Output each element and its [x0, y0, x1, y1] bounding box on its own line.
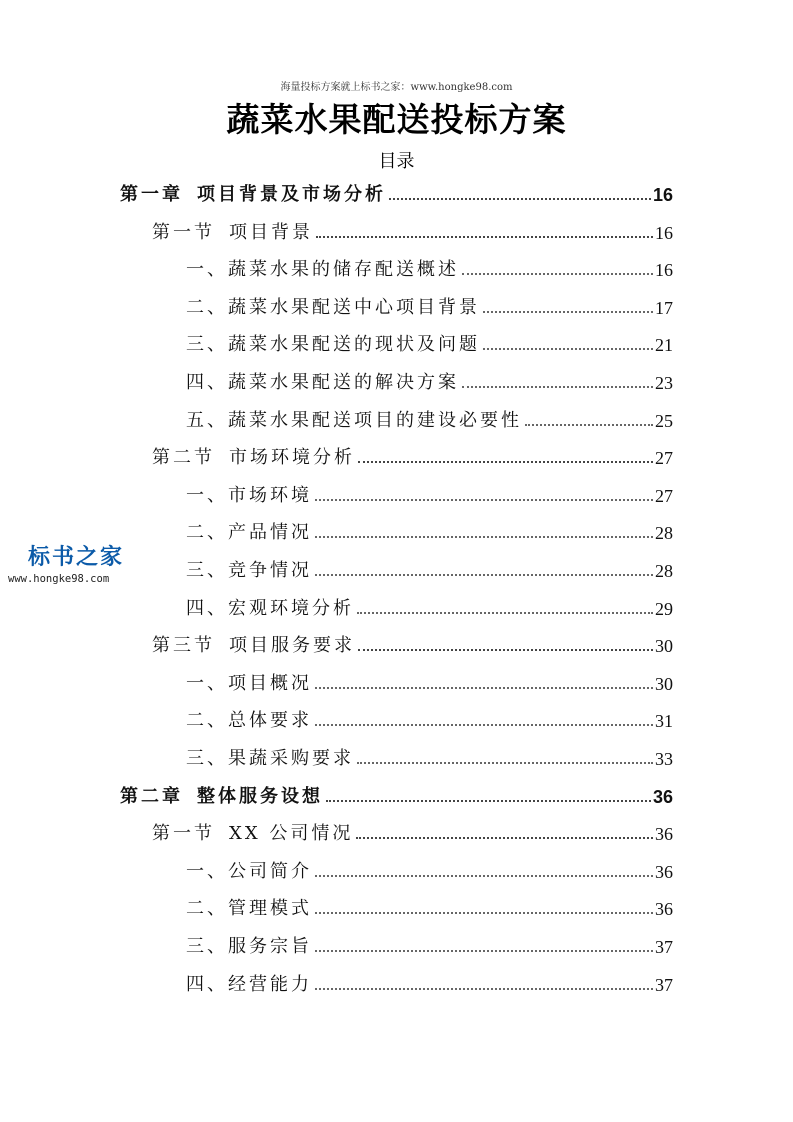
toc-dot-leader	[357, 761, 653, 764]
toc-entry-label	[186, 673, 312, 695]
toc-entry-text: 整体服务设想	[197, 786, 323, 807]
toc-entry-number: 二、	[186, 297, 228, 318]
watermark-url: www.hongke98.com	[8, 573, 110, 585]
toc-page-number: 23	[655, 373, 673, 393]
toc-entry-number: 第二章	[120, 786, 183, 807]
watermark-logo	[8, 540, 158, 585]
toc-entry-number: 二、	[186, 898, 228, 919]
toc-entry-label	[186, 974, 312, 996]
toc-entry-text: XX 公司情况	[229, 823, 354, 844]
toc-entry-text: 宏观环境分析	[228, 598, 354, 619]
toc-entry-number: 四、	[186, 372, 228, 393]
document-title: 蔬菜水果配送投标方案	[226, 100, 567, 139]
toc-dot-leader	[315, 686, 653, 689]
toc-entry-item[interactable]	[186, 481, 673, 507]
toc-page-number: 30	[655, 636, 673, 656]
toc-entry-item[interactable]	[186, 406, 673, 432]
toc-page-number: 28	[655, 523, 673, 543]
toc-entry-item[interactable]	[186, 970, 673, 996]
toc-page-number: 25	[655, 411, 673, 431]
toc-entry-item[interactable]	[186, 706, 673, 732]
page-header-note: 海量投标方案就上标书之家：www.hongke98.com	[280, 82, 513, 93]
toc-dot-leader	[315, 573, 653, 576]
toc-dot-leader	[315, 874, 653, 877]
toc-entry-number: 五、	[186, 410, 228, 431]
toc-dot-leader	[315, 949, 653, 952]
toc-dot-leader	[462, 385, 653, 388]
toc-dot-leader	[483, 310, 653, 313]
toc-page-number: 27	[655, 448, 673, 468]
toc-entry-label	[186, 259, 459, 281]
toc-entry-number: 三、	[186, 936, 228, 957]
toc-entry-number: 四、	[186, 598, 228, 619]
toc-entry-item[interactable]	[186, 293, 673, 319]
toc-entry-label	[186, 334, 480, 356]
toc-entry-label	[186, 485, 312, 507]
toc-entry-label	[186, 522, 312, 544]
toc-entry-text: 蔬菜水果配送的现状及问题	[228, 334, 480, 355]
toc-entry-text: 管理模式	[228, 898, 312, 919]
toc-dot-leader	[357, 611, 653, 614]
toc-entry-text: 蔬菜水果配送项目的建设必要性	[228, 410, 522, 431]
toc-page-number: 36	[655, 824, 673, 844]
toc-dot-leader	[316, 235, 653, 238]
toc-entry-text: 竞争情况	[228, 560, 312, 581]
toc-entry-number: 二、	[186, 522, 228, 543]
toc-entry-text: 服务宗旨	[228, 936, 312, 957]
toc-dot-leader	[315, 987, 653, 990]
toc-entry-number: 一、	[186, 673, 228, 694]
toc-page-number: 21	[655, 335, 673, 355]
toc-entry-label	[186, 936, 312, 958]
toc-entry-section[interactable]	[152, 631, 673, 657]
toc-entry-text: 项目概况	[228, 673, 312, 694]
toc-entry-text: 蔬菜水果配送的解决方案	[228, 372, 459, 393]
toc-entry-item[interactable]	[186, 330, 673, 356]
toc-entry-label	[186, 710, 312, 732]
toc-entry-text: 公司简介	[228, 861, 312, 882]
toc-dot-leader	[326, 799, 651, 802]
toc-entry-section[interactable]	[152, 218, 673, 244]
toc-entry-text: 经营能力	[228, 974, 312, 995]
toc-page-number: 16	[655, 223, 673, 243]
toc-entry-label	[186, 861, 312, 883]
toc-entry-item[interactable]	[186, 857, 673, 883]
toc-entry-item[interactable]	[186, 368, 673, 394]
toc-entry-label	[120, 786, 323, 808]
toc-page-number: 17	[655, 298, 673, 318]
toc-dot-leader	[315, 498, 653, 501]
toc-dot-leader	[315, 723, 653, 726]
toc-entry-label	[186, 410, 522, 432]
toc-entry-number: 第一节	[152, 823, 215, 844]
toc-page-number: 30	[655, 674, 673, 694]
toc-dot-leader	[483, 347, 653, 350]
toc-entry-number: 二、	[186, 710, 228, 731]
toc-dot-leader	[356, 836, 653, 839]
toc-dot-leader	[389, 197, 651, 200]
toc-entry-text: 项目背景及市场分析	[197, 184, 386, 205]
toc-entry-number: 第三节	[152, 635, 215, 656]
toc-entry-text: 蔬菜水果配送中心项目背景	[228, 297, 480, 318]
toc-heading: 目录	[378, 151, 415, 172]
toc-entry-label	[186, 598, 354, 620]
toc-entry-label	[152, 635, 355, 657]
toc-entry-item[interactable]	[186, 556, 673, 582]
toc-page-number: 28	[655, 561, 673, 581]
toc-entry-label	[186, 748, 354, 770]
toc-dot-leader	[462, 272, 653, 275]
toc-page-number: 16	[652, 185, 673, 205]
toc-entry-label	[152, 823, 353, 845]
toc-entry-text: 果蔬采购要求	[228, 748, 354, 769]
toc-entry-number: 三、	[186, 560, 228, 581]
toc-entry-item[interactable]	[186, 594, 673, 620]
toc-entry-label	[186, 560, 312, 582]
toc-page-number: 36	[655, 899, 673, 919]
toc-entry-item[interactable]	[186, 932, 673, 958]
toc-page-number: 36	[655, 862, 673, 882]
toc-entry-item[interactable]	[186, 744, 673, 770]
toc-page-number: 33	[655, 749, 673, 769]
toc-page-number: 29	[655, 599, 673, 619]
toc-entry-item[interactable]	[186, 518, 673, 544]
toc-entry-text: 产品情况	[228, 522, 312, 543]
toc-entry-number: 一、	[186, 861, 228, 882]
toc-entry-section[interactable]	[152, 443, 673, 469]
toc-page-number: 37	[655, 975, 673, 995]
toc-entry-number: 第二节	[152, 447, 215, 468]
toc-entry-number: 三、	[186, 334, 228, 355]
toc-entry-text: 蔬菜水果的储存配送概述	[228, 259, 459, 280]
toc-dot-leader	[315, 911, 653, 914]
toc-entry-label	[120, 184, 386, 206]
toc-entry-label	[186, 372, 459, 394]
toc-entry-chapter[interactable]	[120, 180, 673, 206]
toc-page-number: 37	[655, 937, 673, 957]
toc-entry-text: 市场环境分析	[229, 447, 355, 468]
toc-dot-leader	[358, 648, 653, 651]
toc-entry-number: 三、	[186, 748, 228, 769]
toc-entry-item[interactable]	[186, 894, 673, 920]
toc-page-number: 36	[652, 787, 673, 807]
toc-entry-number: 第一章	[120, 184, 183, 205]
watermark-logo-text: 标书之家	[28, 545, 125, 570]
toc-entry-item[interactable]	[186, 669, 673, 695]
toc-entry-text: 项目背景	[229, 222, 313, 243]
toc-dot-leader	[358, 460, 653, 463]
toc-entry-label	[152, 447, 355, 469]
toc-entry-item[interactable]	[186, 255, 673, 281]
toc-dot-leader	[525, 423, 653, 426]
toc-entry-text: 项目服务要求	[229, 635, 355, 656]
toc-entry-section[interactable]	[152, 819, 673, 845]
toc-entry-label	[186, 297, 480, 319]
toc-entry-chapter[interactable]	[120, 782, 673, 808]
toc-entry-text: 总体要求	[228, 710, 312, 731]
toc-page-number: 16	[655, 260, 673, 280]
toc-entry-text: 市场环境	[228, 485, 312, 506]
toc-entry-number: 一、	[186, 259, 228, 280]
toc-entry-number: 四、	[186, 974, 228, 995]
toc-entry-number: 第一节	[152, 222, 215, 243]
toc-entry-number: 一、	[186, 485, 228, 506]
toc-entry-label	[152, 222, 313, 244]
toc-entry-label	[186, 898, 312, 920]
toc-page-number: 31	[655, 711, 673, 731]
toc-page-number: 27	[655, 486, 673, 506]
toc-dot-leader	[315, 535, 653, 538]
